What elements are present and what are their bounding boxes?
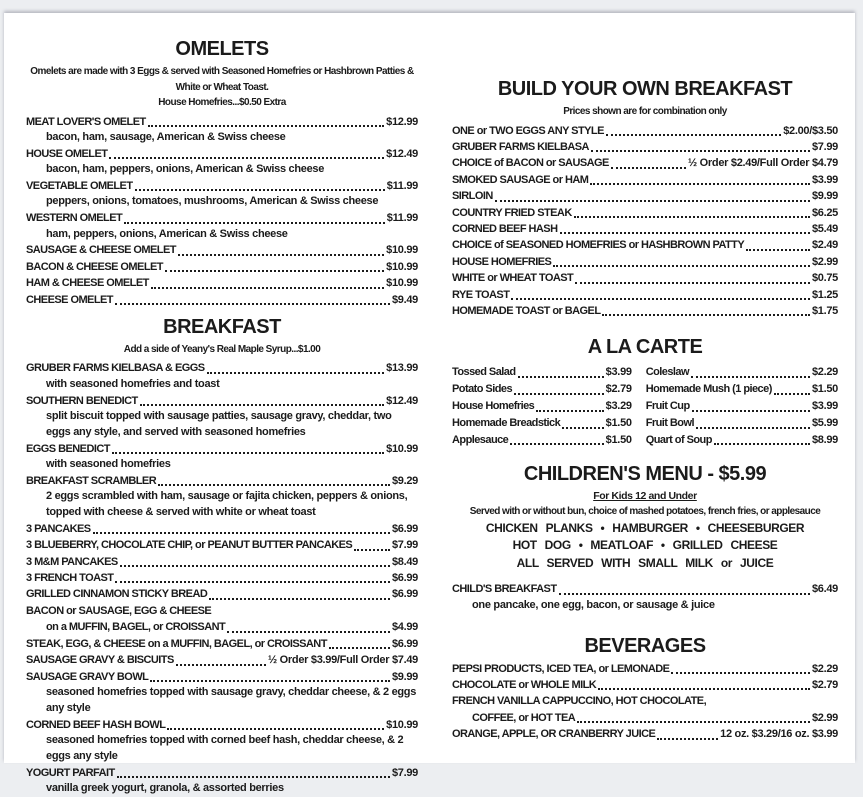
menu-item <box>452 381 632 398</box>
item-line <box>26 652 418 668</box>
section-note: Prices shown are for combination only <box>563 106 727 117</box>
item-name: WHITE or WHEAT TOAST <box>452 272 574 285</box>
item-line <box>452 254 838 270</box>
section-a-la-carte <box>452 337 838 448</box>
item-price: $1.50 <box>811 383 838 396</box>
item-price: $10.99 <box>386 260 418 273</box>
item-name-continued: on a MUFFIN, BAGEL, or CROISSANT <box>46 621 226 634</box>
item-name: BACON or SAUSAGE, EGG & CHEESE <box>26 604 212 617</box>
menu-item <box>452 205 838 221</box>
menu-item <box>26 210 418 242</box>
item-line <box>452 398 632 415</box>
item-description: one pancake, one egg, bacon, or sausage & juice <box>472 598 715 611</box>
item-name: 3 FRENCH TOAST <box>26 572 114 585</box>
dots-leader <box>553 265 810 267</box>
item-name: WESTERN OMELET <box>26 212 123 225</box>
dots-leader <box>511 298 810 300</box>
item-name: Potato Sides <box>452 383 513 396</box>
item-name: BREAKFAST SCRAMBLER <box>26 474 157 487</box>
item-price: $9.49 <box>391 293 418 306</box>
section-note: Add a side of Yeany's Real Maple Syrup...$1.00 <box>123 343 321 355</box>
dots-leader <box>514 393 604 395</box>
item-name: CHOICE of SEASONED HOMEFRIES or HASHBROWN PATTY <box>452 239 745 252</box>
item-name-continued: COFFEE, or HOT TEA <box>472 711 576 724</box>
menu-item <box>26 586 418 602</box>
item-line <box>452 221 838 237</box>
item-line <box>452 364 632 381</box>
menu-item <box>26 765 418 797</box>
item-line <box>452 205 838 221</box>
item-description: seasoned homefries topped with sausage gravy, cheddar cheese, & 2 eggs any style <box>46 685 417 714</box>
item-price: $2.79 <box>605 383 632 396</box>
item-name: CHILD'S BREAKFAST <box>452 583 557 596</box>
item-name: EGGS BENEDICT <box>26 442 110 455</box>
item-line <box>26 570 418 586</box>
left-column <box>26 13 418 797</box>
menu-item <box>452 254 838 270</box>
item-line <box>452 123 838 139</box>
item-name: PEPSI PRODUCTS, ICED TEA, or LEMONADE <box>452 662 670 675</box>
dots-leader <box>135 189 385 191</box>
menu-item <box>646 398 838 415</box>
item-name: CORNED BEEF HASH <box>452 222 558 235</box>
item-price: $13.99 <box>386 362 418 375</box>
item-line <box>452 581 838 597</box>
item-description: seasoned homefries topped with corned beef hash, cheddar cheese, & 2 eggs any style <box>46 733 404 762</box>
item-line <box>26 717 418 733</box>
item-line <box>26 360 418 376</box>
item-line <box>26 275 418 291</box>
menu-item <box>26 603 418 636</box>
dots-leader <box>167 728 384 730</box>
section-title: OMELETS <box>175 38 269 60</box>
item-line <box>26 586 418 602</box>
menu-item <box>26 554 418 570</box>
section-title: A LA CARTE <box>587 336 703 359</box>
item-name: Applesauce <box>452 433 509 446</box>
item-name: Homemade Mush (1 piece) <box>645 383 772 396</box>
item-price: $8.49 <box>391 555 418 568</box>
item-price: $2.99 <box>811 255 838 268</box>
item-price: $5.49 <box>811 222 838 235</box>
menu-item <box>452 188 838 204</box>
section-title: BUILD YOUR OWN BREAKFAST <box>497 78 793 100</box>
menu-item <box>26 259 418 275</box>
section-beverages <box>452 636 838 743</box>
menu-item <box>452 287 838 303</box>
item-price: $6.99 <box>391 588 418 601</box>
dots-leader <box>774 393 810 395</box>
menu-sheet <box>4 13 855 794</box>
dots-leader <box>165 270 384 272</box>
menu-item <box>452 677 838 693</box>
item-name: RYE TOAST <box>452 288 510 301</box>
dots-leader <box>536 410 603 412</box>
item-name: Fruit Cup <box>645 399 690 412</box>
menu-item <box>26 275 418 291</box>
item-price: ½ Order $2.49/Full Order $4.79 <box>688 157 838 170</box>
item-line <box>452 677 838 693</box>
item-line <box>646 415 838 432</box>
item-line <box>26 259 418 275</box>
item-price: $9.99 <box>811 190 838 203</box>
item-price: $9.99 <box>391 670 418 683</box>
item-line <box>452 287 838 303</box>
item-line <box>452 237 838 253</box>
menu-item <box>452 270 838 286</box>
item-line <box>452 415 632 432</box>
item-name: VEGETABLE OMELET <box>26 179 133 192</box>
item-description: bacon, ham, peppers, onions, American & Swiss cheese <box>46 163 325 176</box>
menu-item <box>26 114 418 146</box>
menu-item <box>646 364 838 381</box>
item-price: $6.99 <box>391 522 418 535</box>
menu-item <box>26 537 418 553</box>
menu-item <box>452 303 838 319</box>
menu-item <box>26 570 418 586</box>
dots-leader <box>176 664 266 666</box>
item-name: CHOICE of BACON or SAUSAGE <box>452 157 609 170</box>
item-price: $0.75 <box>811 272 838 285</box>
menu-item <box>452 364 632 381</box>
item-price: $10.99 <box>386 244 418 257</box>
dots-leader <box>598 688 810 690</box>
menu-item <box>452 155 838 171</box>
section-subtitle: For Kids 12 and Under <box>593 490 697 503</box>
item-price: $2.99 <box>811 711 838 724</box>
menu-item <box>26 242 418 258</box>
dots-leader <box>692 410 810 412</box>
menu-item <box>646 432 838 449</box>
item-line <box>452 661 838 677</box>
item-line <box>26 441 418 457</box>
item-line <box>452 188 838 204</box>
menu-item <box>26 360 418 392</box>
item-price: $8.99 <box>811 433 838 446</box>
item-name: CHOCOLATE or WHOLE MILK <box>452 678 597 691</box>
item-name: CHEESE OMELET <box>26 293 113 306</box>
item-price: $2.29 <box>811 662 838 675</box>
menu-item <box>452 581 838 613</box>
item-line <box>26 292 418 308</box>
menu-columns <box>4 13 855 797</box>
item-description: with seasoned homefries and toast <box>46 377 220 390</box>
item-price: $12.49 <box>386 394 418 407</box>
item-line <box>26 242 418 258</box>
item-line <box>452 139 838 155</box>
item-price: $11.99 <box>386 212 418 225</box>
item-name: HAM & CHEESE OMELET <box>26 277 149 290</box>
menu-item <box>26 393 418 441</box>
item-name: 3 BLUEBERRY, CHOCOLATE CHIP, or PEANUT BUTTER PANCAKES <box>26 539 353 552</box>
dots-leader <box>691 376 810 378</box>
section-title: CHILDREN'S MENU - $5.99 <box>523 463 767 486</box>
option-line: ALL SERVED WITH SMALL MILK or JUICE <box>516 555 774 570</box>
menu-item <box>646 415 838 432</box>
dots-leader <box>115 303 390 305</box>
item-line <box>646 381 838 398</box>
option-line: HOT DOG • MEATLOAF • GRILLED CHEESE <box>512 538 778 553</box>
dots-leader <box>207 372 385 374</box>
section-breakfast <box>26 317 418 797</box>
item-line <box>26 210 418 226</box>
item-price: $3.99 <box>605 366 632 379</box>
item-price: $3.29 <box>605 399 632 412</box>
item-description: with seasoned homefries <box>46 458 171 471</box>
dots-leader <box>151 287 384 289</box>
item-name: COUNTRY FRIED STEAK <box>452 206 572 219</box>
item-name: MEAT LOVER'S OMELET <box>26 115 146 128</box>
menu-item <box>452 139 838 155</box>
item-name: HOUSE HOMEFRIES <box>452 255 552 268</box>
item-price: $10.99 <box>386 277 418 290</box>
menu-item <box>26 473 418 521</box>
dots-leader <box>158 484 390 486</box>
dots-leader <box>606 134 781 136</box>
menu-item <box>452 172 838 188</box>
dots-leader <box>714 443 810 445</box>
dots-leader <box>93 532 390 534</box>
item-description: split biscuit topped with sausage patties, sausage gravy, cheddar, two eggs any style, and served with seasoned homefries <box>46 410 392 438</box>
menu-item <box>646 381 838 398</box>
item-price: $11.99 <box>386 179 418 192</box>
item-name: SMOKED SAUSAGE or HAM <box>452 173 589 186</box>
item-name: STEAK, EGG, & CHEESE on a MUFFIN, BAGEL, or CROISSANT <box>26 637 327 650</box>
menu-item <box>452 661 838 677</box>
dots-leader <box>562 427 604 429</box>
item-line <box>26 521 418 537</box>
item-description: vanilla greek yogurt, granola, & assorted berries <box>46 781 284 794</box>
item-price: $7.99 <box>391 766 418 779</box>
dots-leader <box>148 125 384 127</box>
item-price: $10.99 <box>386 718 418 731</box>
item-name: Coleslaw <box>645 366 689 379</box>
item-price: $3.99 <box>811 173 838 186</box>
item-price: $12.49 <box>386 147 418 160</box>
item-price: $2.49 <box>811 239 838 252</box>
menu-item <box>26 441 418 473</box>
option-line: CHICKEN PLANKS • HAMBURGER • CHEESEBURGER <box>485 520 805 535</box>
item-name: ORANGE, APPLE, OR CRANBERRY JUICE <box>452 728 656 741</box>
item-line <box>26 619 418 635</box>
dots-leader <box>150 680 390 682</box>
item-name: House Homefries <box>452 399 535 412</box>
item-price: $7.99 <box>811 140 838 153</box>
item-price: $4.99 <box>391 621 418 634</box>
menu-item <box>452 398 632 415</box>
menu-item <box>26 178 418 210</box>
item-price: ½ Order $3.99/Full Order $7.49 <box>268 654 418 667</box>
item-name: Homemade Breadstick <box>452 416 561 429</box>
section-build-your-own-breakfast <box>452 79 838 319</box>
item-line <box>452 172 838 188</box>
menu-item <box>26 146 418 178</box>
section-childrens-menu <box>452 464 838 613</box>
dots-leader <box>559 593 810 595</box>
dots-leader <box>574 216 810 218</box>
menu-item <box>452 415 632 432</box>
item-price: $6.99 <box>391 572 418 585</box>
item-name: Tossed Salad <box>452 366 516 379</box>
item-name: FRENCH VANILLA CAPPUCCINO, HOT CHOCOLATE, <box>452 695 707 708</box>
item-price: $1.75 <box>811 304 838 317</box>
menu-item <box>26 292 418 308</box>
item-price: $2.29 <box>811 366 838 379</box>
item-name: SAUSAGE GRAVY BOWL <box>26 670 149 683</box>
item-price: $6.99 <box>391 637 418 650</box>
item-name: Fruit Bowl <box>645 416 694 429</box>
dots-leader <box>109 157 384 159</box>
item-name: GRUBER FARMS KIELBASA & EGGS <box>26 362 205 375</box>
section-title: BEVERAGES <box>584 634 706 657</box>
dots-leader <box>611 167 686 169</box>
dots-leader <box>575 282 810 284</box>
item-name: BACON & CHEESE OMELET <box>26 260 163 273</box>
menu-item <box>26 636 418 652</box>
dots-leader <box>178 254 384 256</box>
dots-leader <box>354 549 390 551</box>
item-name: 3 M&M PANCAKES <box>26 555 118 568</box>
menu-item <box>452 123 838 139</box>
menu-item <box>452 221 838 237</box>
menu-item <box>452 432 632 449</box>
item-line <box>26 765 418 781</box>
dots-leader <box>120 565 390 567</box>
menu-item <box>452 726 838 742</box>
dots-leader <box>209 598 390 600</box>
item-line <box>26 178 418 194</box>
item-name: SAUSAGE GRAVY & BISCUITS <box>26 654 174 667</box>
dots-leader <box>560 232 810 234</box>
item-line <box>452 155 838 171</box>
dots-leader <box>591 150 810 152</box>
section-note: Omelets are made with 3 Eggs & served with Seasoned Homefries or Hashbrown Patties & White or Wheat Toast. <box>30 66 414 93</box>
dots-leader <box>590 183 810 185</box>
a-la-carte-column <box>452 364 632 448</box>
item-price: $7.99 <box>391 539 418 552</box>
item-price: $6.49 <box>811 583 838 596</box>
item-price: $1.25 <box>811 288 838 301</box>
item-line <box>26 537 418 553</box>
section-note: Served with or without bun, choice of mashed potatoes, french fries, or applesauce <box>469 506 821 518</box>
menu-item <box>452 237 838 253</box>
item-description: 2 eggs scrambled with ham, sausage or fajita chicken, peppers & onions, topped with cheese & served with white or wheat toast <box>46 490 408 519</box>
item-line <box>452 303 838 319</box>
item-line <box>26 669 418 685</box>
menu-item <box>26 521 418 537</box>
item-name: HOUSE OMELET <box>26 147 108 160</box>
section-note: House Homefries...$0.50 Extra <box>158 97 286 108</box>
menu-item <box>452 693 838 726</box>
item-price: $1.50 <box>605 433 632 446</box>
section-title: BREAKFAST <box>163 315 281 338</box>
item-name: GRILLED CINNAMON STICKY BREAD <box>26 588 208 601</box>
item-price: $2.79 <box>811 678 838 691</box>
item-name: CORNED BEEF HASH BOWL <box>26 718 166 731</box>
item-line <box>646 364 838 381</box>
item-price: $1.50 <box>605 416 632 429</box>
item-price: $12.99 <box>386 115 418 128</box>
dots-leader <box>577 721 810 723</box>
item-price: $6.25 <box>811 206 838 219</box>
item-price: 12 oz. $3.29/16 oz. $3.99 <box>720 728 838 741</box>
dots-leader <box>518 376 604 378</box>
item-name: SOUTHERN BENEDICT <box>26 394 138 407</box>
dots-leader <box>602 314 809 316</box>
a-la-carte-column <box>646 364 838 448</box>
dots-leader <box>495 200 810 202</box>
dots-leader <box>115 581 390 583</box>
dots-leader <box>746 249 810 251</box>
dots-leader <box>124 222 385 224</box>
dots-leader <box>117 776 390 778</box>
item-line <box>26 393 418 409</box>
item-name: Quart of Soup <box>645 433 712 446</box>
item-price: $9.29 <box>391 474 418 487</box>
item-price: $3.99 <box>811 399 838 412</box>
item-name: GRUBER FARMS KIELBASA <box>452 140 589 153</box>
menu-item <box>26 669 418 717</box>
dots-leader <box>657 738 718 740</box>
item-line <box>452 710 838 726</box>
item-name: SAUSAGE & CHEESE OMELET <box>26 244 176 257</box>
item-line <box>26 554 418 570</box>
dots-leader <box>227 631 390 633</box>
dots-leader <box>112 452 384 454</box>
a-la-carte-grid <box>452 364 838 448</box>
dots-leader <box>510 443 603 445</box>
item-name: HOMEMADE TOAST or BAGEL <box>452 304 601 317</box>
item-line <box>452 381 632 398</box>
item-line <box>26 114 418 130</box>
right-column <box>452 13 838 797</box>
item-name: 3 PANCAKES <box>26 522 91 535</box>
item-name: SIRLOIN <box>452 190 493 203</box>
section-omelets <box>26 39 418 308</box>
item-line <box>452 432 632 449</box>
item-line <box>26 146 418 162</box>
item-name: YOGURT PARFAIT <box>26 766 115 779</box>
item-description: ham, peppers, onions, American & Swiss cheese <box>46 227 288 240</box>
menu-item <box>26 717 418 765</box>
item-description: bacon, ham, sausage, American & Swiss cheese <box>46 130 286 143</box>
dots-leader <box>329 647 390 649</box>
item-line <box>646 432 838 449</box>
item-line <box>26 636 418 652</box>
item-line <box>646 398 838 415</box>
item-line <box>452 270 838 286</box>
dots-leader <box>140 404 384 406</box>
menu-item <box>26 652 418 668</box>
dots-leader <box>696 427 810 429</box>
item-name: ONE or TWO EGGS ANY STYLE <box>452 124 604 137</box>
item-price: $10.99 <box>386 442 418 455</box>
item-price: $5.99 <box>811 416 838 429</box>
item-line <box>26 473 418 489</box>
item-line <box>452 726 838 742</box>
item-price: $2.00/$3.50 <box>783 124 838 137</box>
dots-leader <box>671 672 810 674</box>
item-description: peppers, onions, tomatoes, mushrooms, American & Swiss cheese <box>46 195 379 208</box>
